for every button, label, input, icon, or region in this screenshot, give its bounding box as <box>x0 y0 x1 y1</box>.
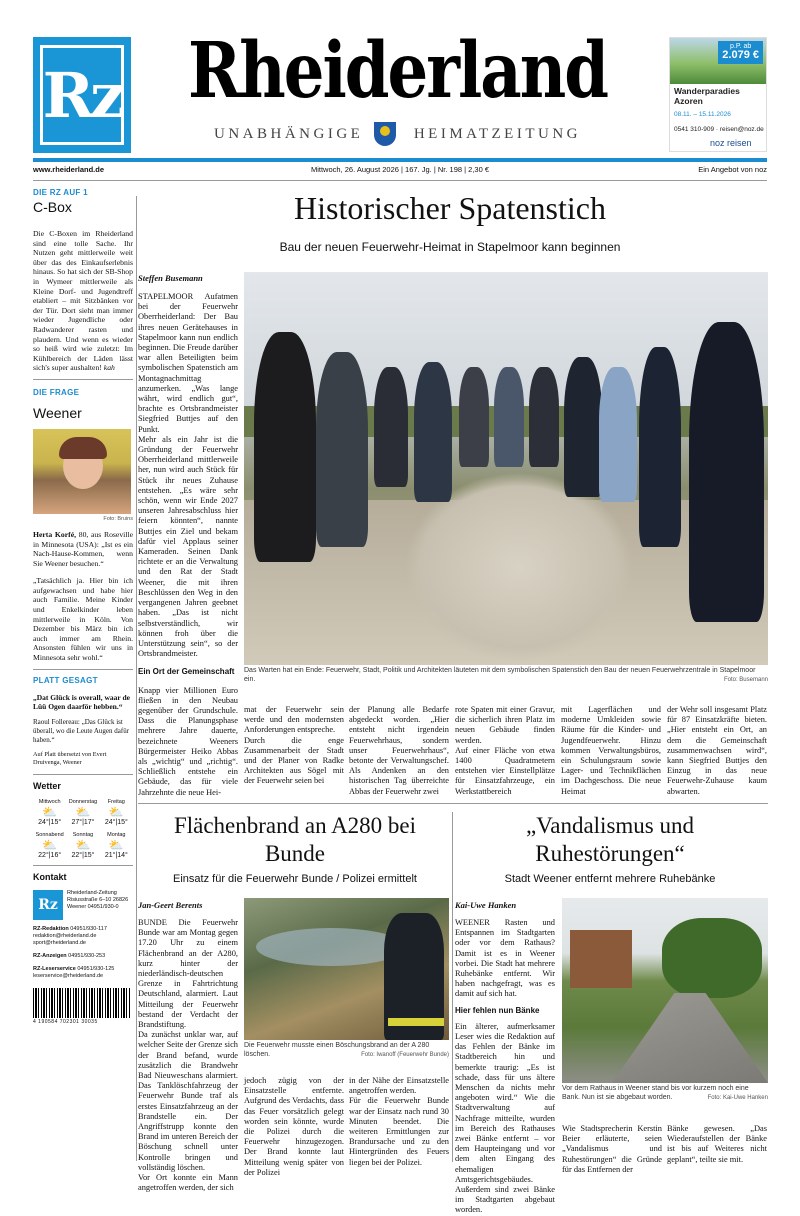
sidebar-divider <box>136 196 137 1161</box>
publisher-note: Ein Angebot von noz <box>698 165 767 174</box>
story3-caption <box>562 1085 768 1102</box>
rz-auf1-heading: DIE RZ AUF 1 <box>33 188 88 197</box>
weather-temp: 22°|16° <box>38 851 62 859</box>
person <box>599 367 637 502</box>
rz-auf1-sign: kah <box>103 363 115 373</box>
weather-day <box>66 832 99 859</box>
person <box>529 367 559 467</box>
story3-column-2: Wie Stadtsprecherin Kerstin Beier erläuterte, seien „Vandalismus und Ruhestörungen“ die Gründe für das Entfernen der <box>562 1124 662 1174</box>
lead-headline[interactable]: Historischer Spatenstich <box>294 190 606 226</box>
cloud-sun-icon: ⛅ <box>42 804 58 819</box>
platt-translation: Raoul Follereau: „Das Glück ist überall, wo die Leute Augen dafür haben.“ <box>33 717 130 744</box>
lead-column-6: der Wehr soll insgesamt Platz für 87 Einsatzkräfte bieten. „Hier entsteht ein Ort, an dem die Gemeinschaft zusammenwachsen wird“, kann Siegfried Buttjes den Einzug in das neue Feuerwehr-Zuhause kaum abwarten. <box>667 705 767 796</box>
ad-brand: noz reisen <box>710 138 752 148</box>
newspaper-title: Rheiderland <box>188 26 607 116</box>
weather-grid <box>33 799 133 859</box>
person <box>414 362 452 502</box>
platt-heading: PLATT GESAGT <box>33 675 98 685</box>
ad-contact: 0541 310-909 · reisen@noz.de <box>674 126 764 133</box>
story-divider <box>452 812 453 1162</box>
cloud-sun-icon: ⛅ <box>108 804 124 819</box>
paved-path <box>612 993 768 1083</box>
redaktion-info[interactable]: 04951/930-117 redaktion@rheiderland.de sport@rheiderland.de <box>33 925 107 946</box>
weather-day-label: Montag <box>107 831 126 838</box>
lead-col1b-text: Knapp vier Millionen Euro fließen in den Neubau gegenüber der Grundschule. Dass die Planungsphase mehrere Jahre dauerte, bezeichnete Weeners Bürgermeister Heiko Abbas als „wichtig“ und „richtig“. Schließlich entstehe ein Gebäude, das für viele Jahrzehnte die neue Hei- <box>138 685 238 797</box>
contact-redaktion <box>33 926 133 947</box>
anzeigen-label: RZ-Anzeigen <box>33 952 67 959</box>
cloud-sun-icon: ⛅ <box>75 804 91 819</box>
person <box>316 352 368 547</box>
frage-name: Herta Korfé, <box>33 529 77 539</box>
person <box>374 367 408 487</box>
story2-author: Jan-Geert Berents <box>138 900 203 910</box>
weather-day <box>66 799 99 826</box>
section-divider <box>138 803 768 804</box>
frage-answer: „Tatsächlich ja. Hier bin ich aufgewachsen und habe hier auch Familie. Meine Kinder und Enkelkinder leben mittlerweile in Köln. Von Dezember bis März bin ich auch immer am Rhein. Ansonsten fühlen wir uns in Minnesota sehr wohl.“ <box>33 576 133 663</box>
reflective-stripe <box>388 1018 444 1026</box>
leserservice-info[interactable]: 04951/930-125 leserservice@rheiderland.de <box>33 965 115 979</box>
weather-day <box>100 799 133 826</box>
barcode-number: 4 190584 702301 30035 <box>33 1018 98 1025</box>
lead-author: Steffen Busemann <box>138 273 203 283</box>
tree <box>662 918 762 998</box>
rz-auf1-body: Die C-Boxen im Rheiderland sind eine tolle Sache. Ihr Nutzen geht mittlerweile weit über das des Einkaufserlebnis hinaus. So hat sich der SB-Shop in Wymeer mittlerweile als Kleine Dorf- und Jugendtreff etabliert – mit Sitzbänken vor der Tür. Dort sieht man immer wieder Jugendliche oder Radwanderer rasten und plaudern. Und wenn es wieder so heiß wird wie zuletzt: Im Kühlbereich der Läden lässt sich's super aushalten! <box>33 229 133 373</box>
person <box>689 322 764 622</box>
divider <box>33 379 133 380</box>
meta-rule <box>33 180 767 181</box>
ad-price: 2.079 € <box>722 49 759 62</box>
story2-headline[interactable]: Flächenbrand an A280 bei Bunde <box>173 813 417 866</box>
contact-address: Rheiderland-Zeitung Risiusstraße 6–10 26826 Weener 04951/930-0 <box>67 889 129 910</box>
story2-column-3: in der Nähe der Einsatzstelle angetroffen werden. Für die Feuerwehr Bunde war der Einsatz nach rund 30 Minuten beendet. Die weiteren Ermittlungen zur Brandursache und zu den Hintergründen des Feuers liegen bei der Polizei. <box>349 1076 449 1167</box>
frage-portrait <box>33 429 131 514</box>
frage-title: Weener <box>33 404 82 421</box>
story2-photo <box>244 898 449 1040</box>
story2-caption-text: Die Feuerwehr musste einen Böschungsbrand an der A 280 löschen. <box>244 1042 430 1058</box>
lead-caption-text: Das Warten hat ein Ende: Feuerwehr, Stadt, Politik und Architekten läuteten mit dem symbolischen Spatenstich den Bau der neuen Feuerwehrzentrale in Stapelmoor ein. <box>244 667 756 683</box>
weather-temp: 21°|14° <box>104 851 128 859</box>
lead-photo-credit: Foto: Busemann <box>723 677 768 683</box>
lead-column-5: mit Lagerflächen und moderne Umkleiden sowie Räume für die Kinder- und Jugendfeuerwehr. Hinzu kommen Verwaltungsbüros, ein Schulungsraum sowie Lager- und Technikflächen im Dachgeschoss. Die neue Heimat <box>561 705 661 796</box>
divider <box>33 774 133 775</box>
building <box>570 930 632 988</box>
ad-price-label: p.P. ab <box>730 43 752 50</box>
platt-translator: Auf Platt übersetzt von Evert Druivenga, Weener <box>33 750 107 767</box>
frage-photo-credit: Foto: Bruins <box>103 515 133 522</box>
weather-temp: 27°|17° <box>71 818 95 826</box>
story3-subheading: Hier fehlen nun Bänke <box>455 1005 540 1015</box>
person <box>494 367 524 467</box>
weather-day <box>100 832 133 859</box>
newspaper-subtitle <box>180 126 615 143</box>
weather-day-label: Sonnabend <box>35 831 64 838</box>
person <box>639 347 681 547</box>
weather-day <box>33 832 66 859</box>
lead-subheadline: Bau der neuen Feuerwehr-Heimat in Stapelmoor kann beginnen <box>279 240 621 254</box>
weather-temp: 24°|15° <box>104 818 128 826</box>
platt-quote: „Dat Glück is overall, waar de Lüü Ogen daarför hebben.“ <box>33 692 130 712</box>
rz-small-logo: Rz <box>33 890 63 920</box>
website-link[interactable]: www.rheiderland.de <box>33 165 104 174</box>
rz-auf1-text <box>33 229 133 373</box>
weather-day-label: Mittwoch <box>38 798 61 805</box>
frage-question: 80, aus Roseville in Minnesota (USA): „Ist es ein Nach-Hause-Kommen, wenn Sie Weener besuchen.“ <box>33 529 133 568</box>
weather-temp: 22°|15° <box>71 851 95 859</box>
story2-column-2: jedoch zügig von der Einsatzstelle entfernte. Aufgrund des Verdachts, dass das Feuer vorsätzlich gelegt worden sein könnte, wurde die Polizei durch die Feuerwehr hinzugezogen. Der Brand konnte laut Mitteilung wenig später von der Polizei <box>244 1076 344 1177</box>
anzeigen-info[interactable]: 04951/930-253 <box>68 952 106 959</box>
weather-day-label: Sonntag <box>72 831 94 838</box>
rz-auf1-title: C-Box <box>33 199 72 215</box>
story3-column-3: Bänke gewesen. „Das Wiederaufstellen der Bänke ist bis auf Weiteres nicht geplant“, teilte sie mit. <box>667 1124 767 1164</box>
divider <box>33 669 133 670</box>
story3-author: Kai-Uwe Hanken <box>455 900 517 910</box>
leserservice-label: RZ-Leserservice <box>33 965 76 972</box>
issue-meta-bar <box>33 165 767 179</box>
ad-price-badge <box>718 41 763 64</box>
subtitle-left: UNABHÄNGIGE <box>214 126 364 142</box>
redaktion-label: RZ-Redaktion <box>33 925 69 932</box>
logo-text: Rz <box>40 45 124 145</box>
lead-col1-text: STAPELMOOR Aufatmen bei der Feuerwehr Oberrheiderland: Der Bau ihres neuen Gerätehauses in Stapelmoor kann nun endlich beginnen. Die Freude darüber war allen Beteiligten beim symbolischen Spatenstich am Montagnachmittag anzumerken. „Was lange währt, wird endlich gut“, brachte es Ortsbrandmeister Siegfried Buttjes auf den Punkt. Mehr als ein Jahr ist die Gründung der Feuerwehr Oberrheiderland mittlerweile her, nun wird auch Stück für Stück ihr neues Zuhause entstehen. „Es wäre sehr schön, wenn wir Ende 2027 unseren Jahresabschluss hier feiern könnten“, nannte Buttjes ein Ziel und bekam dafür viel Applaus seiner Kameraden. Seinen Dank richtete er an die Verwaltung und den Rat der Stadt Weener, die mit ihren Beschlüssen den Weg in den vergangenen Jahren geebnet haben. „Das ist nicht selbstverständlich, wir können froh über die Unterstützung sein“, so der Ortsbrandmeister. <box>138 292 238 659</box>
lead-subheading: Ein Ort der Gemeinschaft <box>138 667 235 677</box>
frage-heading: DIE FRAGE <box>33 387 80 397</box>
ad-dates: 08.11. – 15.11.2026 <box>674 111 731 118</box>
lead-photo <box>244 272 768 665</box>
story2-subheadline: Einsatz für die Feuerwehr Bunde / Polizei ermittelt <box>173 873 417 885</box>
lead-column-4: rote Spaten mit einer Gravur, die sicherlich ihren Platz im neuen Gebäude finden werden. Auf einer Fläche von etwa 1400 Quadratmetern entstehen vier Einstellplätze für Einsatzfahrzeuge, ein Werkstattbereich <box>455 705 555 796</box>
person <box>254 332 316 562</box>
weather-day-label: Freitag <box>107 798 125 805</box>
cloud-sun-icon: ⛅ <box>108 837 124 852</box>
subtitle-right: HEIMATZEITUNG <box>413 126 581 142</box>
frage-intro <box>33 530 133 568</box>
story2-caption <box>244 1042 449 1059</box>
story2-photo-credit: Foto: Iwanoff (Feuerwehr Bunde) <box>361 1052 449 1058</box>
weather-day-label: Donnerstag <box>68 798 98 805</box>
coat-of-arms-icon <box>374 122 396 146</box>
story3-subheadline: Stadt Weener entfernt mehrere Ruhebänke <box>504 873 716 885</box>
contact-anzeigen <box>33 953 133 960</box>
story3-photo <box>562 898 768 1083</box>
lead-column-3: der Planung alle Bedarfe abgedeckt worden. „Hier entsteht nicht irgendein Feuerwehrhaus, sondern unser Feuerwehrhaus“, betonte der Verwaltungschef. Als Andenken an den historischen Tag überreichte Abbas der Feuerwehr zwei <box>349 705 449 796</box>
hair-shape <box>59 437 107 459</box>
story3-photo-credit: Foto: Kai-Uwe Hanken <box>707 1095 768 1101</box>
weather-temp: 24°|15° <box>38 818 62 826</box>
person <box>564 357 602 497</box>
lead-column-1 <box>138 292 238 798</box>
divider <box>33 865 133 866</box>
story3-column-1 <box>455 918 555 1216</box>
story3-col1b-text: Ein älterer, aufmerksamer Leser wies die Redaktion auf das Fehlen der Bänke im Stadtbereich hin und bemerkte traurig: „Es ist schade, dass für uns ältere Menschen da nichts mehr angeboten wird.“ Wie die Stadtverwaltung auf Nachfrage mitteilte, wurden im Bereich des Rathauses zwei Bänke entfernt – vor dem Haupteingang und vor dem alten Eingang des ehemaligen Amtsgerichtsgebäudes. Außerdem sind zwei Bänke im Stadtgarten abgebaut worden. <box>455 1021 555 1215</box>
left-sidebar <box>33 188 133 1025</box>
issue-info: Mittwoch, 26. August 2026 | 167. Jg. | Nr. 198 | 2,30 € <box>310 165 490 174</box>
contact-heading: Kontakt <box>33 871 67 882</box>
rz-logo[interactable] <box>33 37 131 153</box>
cloud-sun-icon: ⛅ <box>42 837 58 852</box>
weather-day <box>33 799 66 826</box>
contact-address-block <box>33 890 133 920</box>
lead-photo-caption <box>244 667 768 684</box>
story3-headline[interactable]: „Vandalismus und Ruhestörungen“ <box>525 813 694 866</box>
barcode <box>33 988 131 1018</box>
ad-title: Wanderparadies Azoren <box>674 86 740 106</box>
weather-heading: Wetter <box>33 780 61 791</box>
lead-column-2: mat der Feuerwehr sein werde und den modernsten Anforderungen entspreche. Durch die enge Zusammenarbeit der Stadt und der Planer von Radke Architekten aus Sögel mit der Feuerwehr seien bei <box>244 705 344 786</box>
contact-leserservice <box>33 966 133 980</box>
travel-advertisement[interactable] <box>669 37 767 152</box>
story2-column-1: BUNDE Die Feuerwehr Bunde war am Montag gegen 17.20 Uhr zu einem Flächenbrand an der A280, kurz hinter der niederländisch-deutschen Grenze in Fahrtrichtung Deutschland, alarmiert. Laut Mitteilung der Feuerwehr bestand der Verdacht der Brandstiftung. Da zunächst unklar war, auf welcher Seite der Grenze sich der Brand befand, wurde zusätzlich die Brandwehr Bad Nieuweschans alarmiert. Das Tanklöschfahrzeug der Feuerwehr Bunde traf als erstes Einsatzfahrzeug an der Brandstelle ein. Der Angriffstrupp konnte den Brand im unteren Bereich der Böschung schnell unter Kontrolle bringen und vollständig löschen. Vor Ort konnte ein Mann angetroffen werden, der sich <box>138 918 238 1193</box>
person <box>459 367 489 467</box>
story3-col1-text: WEENER Rasten und Entspannen im Stadtgarten oder vor dem Rathaus? Damit ist es in Weener vorbei. Die Stadt hat mehrere Ruhebänke entfernt. Wir haben nachgefragt, was es damit auf sich hat. <box>455 918 555 999</box>
cloud-sun-icon: ⛅ <box>75 837 91 852</box>
story3-caption-text: Vor dem Rathaus in Weener stand bis vor kurzem noch eine Bank. Nun ist sie abgebaut worden. <box>562 1085 749 1101</box>
masthead-rule <box>33 158 767 162</box>
